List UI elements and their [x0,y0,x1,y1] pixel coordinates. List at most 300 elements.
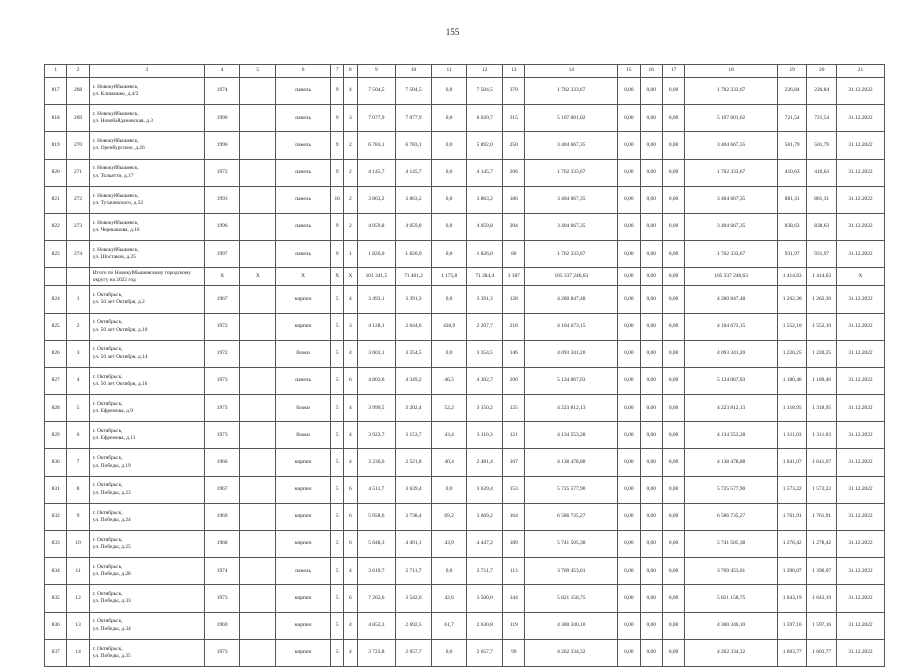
residential-area: 4 447,2 [467,531,503,558]
address-street: ул. Оренбургское, д.26 [92,145,145,152]
unit-cost: 838,63 [777,213,807,240]
address-city: г. Октябрьск, [92,563,123,570]
entrances-count: 4 [344,449,357,476]
address-street: ул. Победы, д.35 [92,652,131,659]
address-cell [89,585,204,612]
entrances-count: 6 [344,531,357,558]
entrances-count: 6 [344,503,357,530]
unit-cost-limit: 1 318,95 [807,395,837,422]
fund-cell: 0,00 [618,395,640,422]
unit-cost-limit: 1 641,07 [807,449,837,476]
completion-date: 31.12.2022 [836,422,884,449]
residential-area: 3 110,3 [467,422,503,449]
total-area: 4 852,3 [357,612,396,639]
address-cell [89,503,204,530]
column-number: 3 [89,65,204,78]
address-city: г. Октябрьск, [92,373,123,380]
repair-cost: 4 134 553,28 [525,422,618,449]
unit-cost-limit: 1 180,46 [807,367,837,394]
residential-area: 2 207,7 [467,313,503,340]
repair-cost: 4 300 340,10 [525,612,618,639]
unit-cost-limit: 931,97 [807,241,837,268]
wall-material: блоки [276,395,331,422]
entrances-count: 4 [344,340,357,367]
row-local-number: 269 [67,105,89,132]
premises-area: 3 639,4 [396,476,432,503]
row-local-number: 7 [67,449,89,476]
completion-date: 31.12.2022 [836,78,884,105]
table-row [45,558,885,585]
column-number: 19 [777,65,807,78]
column-5-cell [240,78,276,105]
fund-cell: 0,00 [662,286,684,313]
premises-area: 2 692,5 [396,612,432,639]
floors-count: 5 [331,639,344,666]
empty-cell [45,268,67,286]
table-row [45,612,885,639]
column-number: 1 [45,65,67,78]
premises-area: 3 542,6 [396,585,432,612]
fund-cell: 0,00 [640,503,662,530]
fund-cell: 0,00 [618,241,640,268]
repair-cost: 5 134 067,03 [525,367,618,394]
floors-count: 5 [331,476,344,503]
address-city: г. Октябрьск, [92,455,123,462]
total-cost: 6 586 735,27 [685,503,778,530]
build-year: 1972 [204,313,240,340]
unit-cost: 1 761,91 [777,503,807,530]
unit-cost: 1 573,22 [777,476,807,503]
build-year: 1973 [204,395,240,422]
address-street: ул. 50 лет Октября, д.14 [92,353,148,360]
unit-cost-limit: 881,31 [807,186,837,213]
table-row [45,213,885,240]
premises-area: 3 391,3 [396,286,432,313]
build-year: 1973 [204,367,240,394]
total-c7: X [331,268,344,286]
column-5-cell [240,558,276,585]
address-city: г. Октябрьск, [92,428,123,435]
fund-cell: 0,00 [618,422,640,449]
address-cell [89,340,204,367]
total-cost: 4 093 341,20 [685,340,778,367]
address-street: ул. Ефремова, д.11 [92,435,136,442]
residents-count: 206 [503,159,525,186]
total-cost: 4 262 334,32 [685,639,778,666]
fund-cell: 0,00 [640,395,662,422]
wall-material: панель [276,132,331,159]
table-row [45,531,885,558]
nonresidential-area: 0,0 [431,132,467,159]
column-5-cell [240,186,276,213]
row-number: 824 [45,286,67,313]
nonresidential-area: 43,4 [431,422,467,449]
address-street: ул. Тухачевского, д.32 [92,199,144,206]
completion-date: 31.12.2022 [836,476,884,503]
residents-count: 218 [503,313,525,340]
residents-count: 186 [503,186,525,213]
repair-cost: 3 769 453,01 [525,558,618,585]
total-area: 3 999,5 [357,395,396,422]
address-cell [89,105,204,132]
table-row [45,186,885,213]
build-year: 1973 [204,639,240,666]
wall-material: кирпич [276,313,331,340]
completion-date: 31.12.2022 [836,313,884,340]
total-date: X [836,268,884,286]
build-year: 1974 [204,78,240,105]
fund-cell: 0,00 [640,558,662,585]
repair-cost: 3 404 667,35 [525,213,618,240]
nonresidential-area: 0,0 [431,186,467,213]
residents-count: 107 [503,449,525,476]
wall-material: кирпич [276,612,331,639]
wall-material: кирпич [276,531,331,558]
fund-cell: 0,00 [618,186,640,213]
fund-cell: 0,00 [640,213,662,240]
unit-cost: 881,31 [777,186,807,213]
completion-date: 31.12.2022 [836,105,884,132]
nonresidential-area: 436,9 [431,313,467,340]
completion-date: 31.12.2022 [836,286,884,313]
total-area: 5 058,6 [357,503,396,530]
wall-material: кирпич [276,639,331,666]
entrances-count: 2 [344,213,357,240]
floors-count: 5 [331,503,344,530]
address-city: г. Октябрьск, [92,346,123,353]
column-5-cell [240,313,276,340]
total-a10: 71 461,2 [396,268,432,286]
total-cost: 5 107 001,02 [685,105,778,132]
floors-count: 5 [331,558,344,585]
row-local-number: 3 [67,340,89,367]
completion-date: 31.12.2022 [836,531,884,558]
residents-count: 144 [503,585,525,612]
nonresidential-area: 0,0 [431,476,467,503]
total-c5: X [240,268,276,286]
column-5-cell [240,340,276,367]
residential-area: 4 059,8 [467,213,503,240]
total-cost: 1 702 333,67 [685,78,778,105]
total-area: 7 262,6 [357,585,396,612]
table-row [45,449,885,476]
repair-cost: 4 280 847,48 [525,286,618,313]
fund-cell: 0,00 [640,340,662,367]
entrances-count: 6 [344,367,357,394]
table-row [45,105,885,132]
build-year: 1968 [204,531,240,558]
completion-date: 31.12.2022 [836,186,884,213]
row-local-number: 2 [67,313,89,340]
column-number: 14 [525,65,618,78]
column-number: 18 [685,65,778,78]
repair-cost: 3 404 667,35 [525,186,618,213]
column-5-cell [240,531,276,558]
unit-cost-limit: 410,63 [807,159,837,186]
fund-cell: 0,00 [662,585,684,612]
premises-area: 3 354,5 [396,340,432,367]
address-city: г. Октябрьск, [92,536,123,543]
wall-material: кирпич [276,286,331,313]
wall-material: панель [276,159,331,186]
fund-cell: 0,00 [618,612,640,639]
residential-area: 3 500,0 [467,585,503,612]
floors-count: 5 [331,449,344,476]
unit-cost: 1 641,07 [777,449,807,476]
table-row [45,422,885,449]
residents-count: 189 [503,531,525,558]
table-row [45,585,885,612]
total-cost: 4 104 673,15 [685,313,778,340]
column-number: 13 [503,65,525,78]
unit-cost: 931,97 [777,241,807,268]
completion-date: 31.12.2022 [836,612,884,639]
build-year: 1969 [204,503,240,530]
address-cell [89,531,204,558]
fund-cell: 0,00 [662,367,684,394]
nonresidential-area: 61,7 [431,612,467,639]
total-cost: 3 404 667,35 [685,213,778,240]
residential-area: 3 391,3 [467,286,503,313]
fund-cell: 0,00 [618,132,640,159]
row-number: 832 [45,503,67,530]
column-number: 20 [807,65,837,78]
nonresidential-area: 0,0 [431,105,467,132]
residential-area: 3 863,2 [467,186,503,213]
total-row [45,268,885,286]
repair-cost: 4 104 673,15 [525,313,618,340]
column-number: 17 [662,65,684,78]
fund-cell: 0,00 [618,449,640,476]
total-c8: X [344,268,357,286]
fund-cell: 0,00 [640,105,662,132]
residential-area: 2 711,7 [467,558,503,585]
fund-cell: 0,00 [640,367,662,394]
total-cost: 4 280 847,48 [685,286,778,313]
row-local-number: 273 [67,213,89,240]
nonresidential-area: 46,5 [431,367,467,394]
premises-area: 2 711,7 [396,558,432,585]
column-5-cell [240,612,276,639]
build-year: 1972 [204,159,240,186]
premises-area: 2 644,6 [396,313,432,340]
total-area: 4 802,6 [357,367,396,394]
entrances-count: 3 [344,105,357,132]
total-area: 4 511,7 [357,476,396,503]
residents-count: 119 [503,612,525,639]
fund-cell: 0,00 [640,286,662,313]
unit-cost: 410,63 [777,159,807,186]
residential-area: 2 481,4 [467,449,503,476]
address-cell [89,313,204,340]
residential-area: 3 669,2 [467,503,503,530]
table-row [45,340,885,367]
residential-area: 3 639,4 [467,476,503,503]
floors-count: 5 [331,395,344,422]
total-c6: X [276,268,331,286]
column-5-cell [240,422,276,449]
repair-cost: 3 404 667,35 [525,132,618,159]
address-city: г. Октябрьск, [92,591,123,598]
unit-cost: 1 552,10 [777,313,807,340]
wall-material: блоки [276,422,331,449]
unit-cost: 1 390,07 [777,558,807,585]
row-number: 837 [45,639,67,666]
fund-cell: 0,00 [640,186,662,213]
fund-cell: 0,00 [618,367,640,394]
nonresidential-area: 0,0 [431,340,467,367]
fund-cell: 0,00 [640,132,662,159]
fund-cell: 0,00 [640,78,662,105]
unit-cost-limit: 721,54 [807,105,837,132]
completion-date: 31.12.2022 [836,449,884,476]
build-year: 1972 [204,340,240,367]
fund-cell: 0,00 [662,476,684,503]
unit-cost-limit: 1 643,19 [807,585,837,612]
total-area: 5 648,3 [357,531,396,558]
row-local-number: 14 [67,639,89,666]
address-street: ул. Победы, д.23 [92,489,131,496]
premises-area: 3 738,4 [396,503,432,530]
fund-cell: 0,00 [640,241,662,268]
fund-cell: 0,00 [618,476,640,503]
total-tot: 105 337 246,63 [685,268,778,286]
fund-cell: 0,00 [618,585,640,612]
column-5-cell [240,639,276,666]
nonresidential-area: 0,0 [431,241,467,268]
fund-cell: 0,00 [662,241,684,268]
address-street: ул. 50 лет Октября, д.10 [92,326,148,333]
table-row [45,395,885,422]
table-row [45,78,885,105]
column-5-cell [240,476,276,503]
completion-date: 31.12.2022 [836,367,884,394]
total-cost: 5 134 067,03 [685,367,778,394]
table-row [45,159,885,186]
repair-cost: 4 138 478,88 [525,449,618,476]
column-number: 6 [276,65,331,78]
unit-cost-limit: 1 552,10 [807,313,837,340]
unit-cost: 1 318,95 [777,395,807,422]
fund-cell: 0,00 [662,639,684,666]
premises-area: 2 657,7 [396,639,432,666]
wall-material: блоки [276,340,331,367]
entrances-count: 2 [344,132,357,159]
unit-cost: 226,84 [777,78,807,105]
address-street: ул. Победы, д.24 [92,516,131,523]
repair-cost: 5 107 001,02 [525,105,618,132]
row-number: 829 [45,422,67,449]
residential-area: 3 354,5 [467,340,503,367]
unit-cost-limit: 1 220,25 [807,340,837,367]
address-street: ул. Победы, д.28 [92,571,131,578]
completion-date: 31.12.2022 [836,159,884,186]
address-street: ул. Климашко, д.4/2 [92,91,139,98]
address-cell [89,367,204,394]
fund-cell: 0,00 [640,159,662,186]
total-a11: 1 175,8 [431,268,467,286]
residents-count: 99 [503,639,525,666]
address-city: г. Октябрьск, [92,482,123,489]
fund-cell: 0,00 [618,558,640,585]
total-area: 3 493,1 [357,286,396,313]
unit-cost: 1 597,16 [777,612,807,639]
entrances-count: 1 [344,241,357,268]
row-number: 831 [45,476,67,503]
wall-material: панель [276,105,331,132]
unit-cost-limit: 838,63 [807,213,837,240]
address-cell [89,78,204,105]
address-city: г. Октябрьск, [92,509,123,516]
residents-count: 153 [503,476,525,503]
register-body [45,78,885,667]
residential-area: 2 630,8 [467,612,503,639]
fund-cell: 0,00 [618,286,640,313]
nonresidential-area: 0,0 [431,558,467,585]
table-row [45,367,885,394]
address-cell [89,159,204,186]
unit-cost: 1 643,19 [777,585,807,612]
completion-date: 31.12.2022 [836,395,884,422]
fund-cell: 0,00 [618,340,640,367]
fund-cell: 0,00 [618,105,640,132]
column-number-row [45,65,885,78]
address-cell [89,449,204,476]
fund-cell: 0,00 [640,612,662,639]
fund-cell: 0,00 [618,78,640,105]
address-street: ул. Ефремова, д.9 [92,408,133,415]
residential-area: 3 150,2 [467,395,503,422]
fund-cell: 0,00 [662,422,684,449]
total-area: 4 128,1 [357,313,396,340]
repair-cost: 5 741 505,38 [525,531,618,558]
row-local-number: 11 [67,558,89,585]
unit-cost: 1 278,42 [777,531,807,558]
floors-count: 9 [331,105,344,132]
entrances-count: 6 [344,585,357,612]
floors-count: 9 [331,241,344,268]
unit-cost: 1 220,25 [777,340,807,367]
table-row [45,241,885,268]
total-cost: 1 702 333,67 [685,241,778,268]
column-number: 10 [396,65,432,78]
row-local-number: 1 [67,286,89,313]
total-label: Итого по Новокуйбышевскому городскому округу на 2022 год [89,268,204,286]
row-local-number: 268 [67,78,89,105]
premises-area: 6 783,1 [396,132,432,159]
row-number: 818 [45,105,67,132]
address-cell [89,639,204,666]
fund-cell: 0,00 [662,213,684,240]
residents-count: 80 [503,241,525,268]
table-row [45,639,885,666]
unit-cost-limit: 501,79 [807,132,837,159]
column-5-cell [240,503,276,530]
residential-area: 4 302,7 [467,367,503,394]
residents-count: 200 [503,367,525,394]
address-cell [89,422,204,449]
build-year: 1996 [204,213,240,240]
column-5-cell [240,395,276,422]
wall-material: панель [276,241,331,268]
unit-cost-limit: 1 390,07 [807,558,837,585]
residential-area: 2 657,7 [467,639,503,666]
address-street: ул. Тольятти, д.17 [92,172,134,179]
total-f15: 0,00 [618,268,640,286]
fund-cell: 0,00 [640,476,662,503]
floors-count: 9 [331,78,344,105]
build-year: 1967 [204,476,240,503]
